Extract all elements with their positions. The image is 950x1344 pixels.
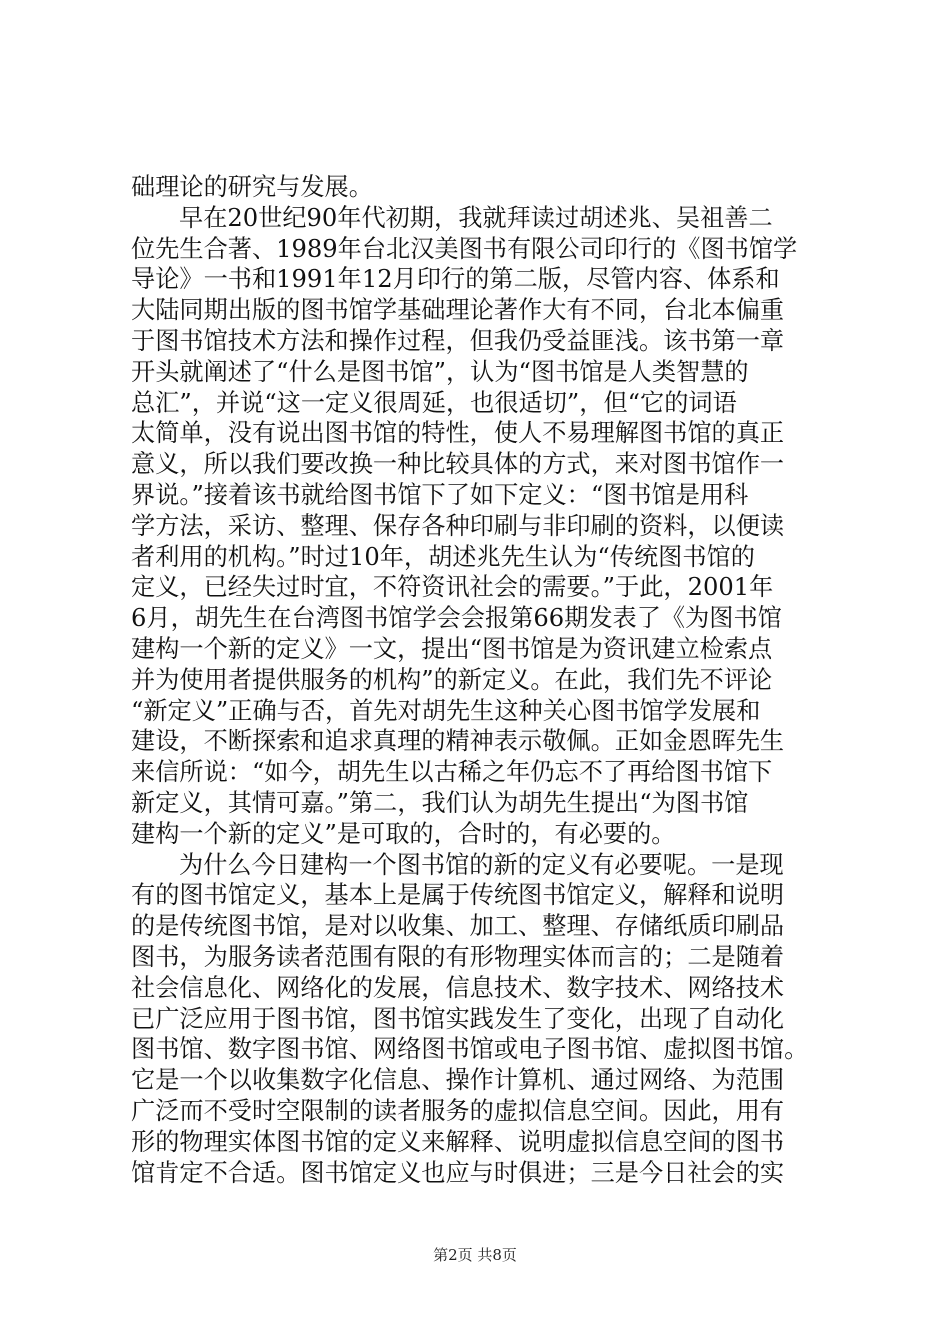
text-line: 导论》一书和1991年12月印行的第二版，尽管内容、体系和 [131, 265, 780, 294]
text-line: 于图书馆技术方法和操作过程，但我仍受益匪浅。该书第一章 [131, 326, 785, 355]
paragraph-first-line: 为什么今日建构一个图书馆的新的定义有必要呢。一是现 [179, 850, 784, 879]
paragraph-first-line: 早在20世纪90年代初期，我就拜读过胡述兆、吴祖善二 [179, 203, 773, 232]
text-line: 开头就阐述了“什么是图书馆”，认为“图书馆是人类智慧的 [131, 357, 749, 386]
text-line: 广泛而不受时空限制的读者服务的虚拟信息空间。因此，用有 [131, 1096, 785, 1125]
text-line: 的是传统图书馆，是对以收集、加工、整理、存储纸质印刷品 [131, 912, 785, 941]
text-line: 总汇”，并说“这一定义很周延，也很适切”，但“它的词语 [131, 388, 737, 417]
body-text [131, 172, 851, 1188]
text-line: 并为使用者提供服务的机构”的新定义。在此，我们先不评论 [131, 665, 773, 694]
text-line: 已广泛应用于图书馆，图书馆实践发生了变化，出现了自动化 [131, 1004, 785, 1033]
text-line: 形的物理实体图书馆的定义来解释、说明虚拟信息空间的图书 [131, 1127, 785, 1156]
text-line: 新定义，其情可嘉。”第二，我们认为胡先生提出“为图书馆 [131, 788, 749, 817]
text-line: “新定义”正确与否，首先对胡先生这种关心图书馆学发展和 [131, 696, 761, 725]
text-line: 者利用的机构。”时过10年，胡述兆先生认为“传统图书馆的 [131, 542, 755, 571]
text-line: 学方法，采访、整理、保存各种印刷与非印刷的资料，以便读 [131, 511, 785, 540]
text-line: 馆肯定不合适。图书馆定义也应与时俱进；三是今日社会的实 [131, 1158, 785, 1187]
text-line: 建构一个新的定义》一文，提出“图书馆是为资讯建立检索点 [131, 634, 773, 663]
text-line: 建设，不断探索和追求真理的精神表示敬佩。正如金恩晖先生 [131, 727, 785, 756]
text-line: 太简单，没有说出图书馆的特性，使人不易理解图书馆的真正 [131, 419, 785, 448]
page-footer: 第2页 共8页 [433, 1246, 517, 1264]
text-line: 界说。”接着该书就给图书馆下了如下定义：“图书馆是用科 [131, 480, 749, 509]
text-line: 社会信息化、网络化的发展，信息技术、数字技术、网络技术 [131, 973, 785, 1002]
text-line: 来信所说：“如今，胡先生以古稀之年仍忘不了再给图书馆下 [131, 758, 773, 787]
text-line: 图书馆、数字图书馆、网络图书馆或电子图书馆、虚拟图书馆。 [131, 1035, 809, 1064]
text-line: 意义，所以我们要改换一种比较具体的方式，来对图书馆作一 [131, 450, 785, 479]
text-line: 础理论的研究与发展。 [131, 173, 373, 201]
text-line: 建构一个新的定义”是可取的，合时的，有必要的。 [131, 819, 676, 848]
text-line: 6月，胡先生在台湾图书馆学会会报第66期发表了《为图书馆 [131, 604, 782, 633]
text-line: 它是一个以收集数字化信息、操作计算机、通过网络、为范围 [131, 1066, 785, 1095]
text-line: 有的图书馆定义，基本上是属于传统图书馆定义，解释和说明 [131, 881, 785, 910]
text-line: 位先生合著、1989年台北汉美图书有限公司印行的《图书馆学 [131, 234, 798, 263]
text-line: 大陆同期出版的图书馆学基础理论著作大有不同，台北本偏重 [131, 296, 785, 325]
text-line: 定义，已经失过时宜，不符资讯社会的需要。”于此，2001年 [131, 573, 774, 602]
text-line: 图书，为服务读者范围有限的有形物理实体而言的；二是随着 [131, 942, 785, 971]
